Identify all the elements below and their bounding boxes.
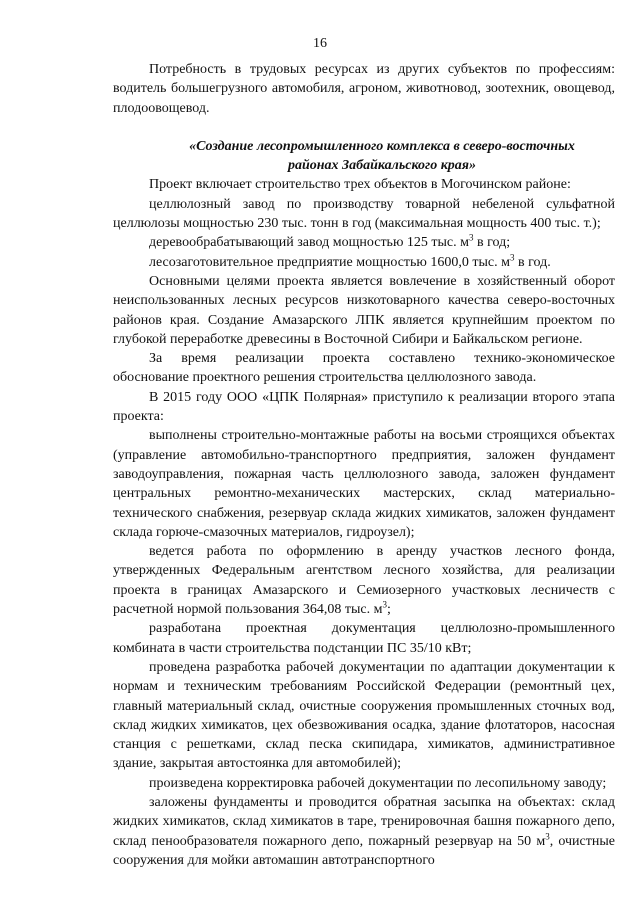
sawmill-paragraph: произведена корректировка рабочей документации по лесопильному заводу; [149, 775, 607, 791]
lease-tail: ; [386, 602, 391, 618]
page-number: 16 [313, 36, 327, 51]
adaptation-paragraph: проведена разработка рабочей документации по адаптации документации к нормам и техническим требованиям Российской Федерации (ремонтный цех, главный материальный склад, очистные сооружения промышленных сточных вод, склад жидких химикатов, цех обезвоживания осадка, здание флотаторов, насосная станция с решетками, склад песка скипидара, химикатов, административное здание, закрытая автостоянка для автомобилей); [113, 659, 615, 772]
feasibility-paragraph: За время реализации проекта составлено технико-экономическое обоснование проектного решения строительства целлюлозного завода. [113, 351, 615, 386]
workforce-paragraph: Потребность в трудовых ресурсах из других субъектов по профессиям: водитель большегрузного автомобиля, агроном, животновод, зоотехник, овощевод, плодоовощевод. [113, 62, 615, 116]
cubic-superscript: 3 [382, 599, 387, 610]
foundations-paragraph [113, 793, 615, 870]
logging-tail: в год. [514, 254, 551, 270]
cubic-superscript: 3 [509, 252, 515, 263]
lease-text: ведется работа по оформлению в аренду участков лесного фонда, утвержденных Федеральным агентством лесного хозяйства, для реализации проекта в границах Амазарского и Семиозерного участковых лесничеств с расчетной нормой пользования 364,08 тыс. м [113, 544, 615, 618]
logging-text: лесозаготовительное предприятие мощностью 1600,0 тыс. м [149, 254, 510, 270]
lease-paragraph [113, 542, 615, 619]
woodworking-paragraph [113, 233, 615, 252]
section-heading-line-1: «Создание лесопромышленного комплекса в северо-восточных [189, 138, 575, 154]
section-heading-line-2: районах Забайкальского края» [287, 158, 477, 174]
substation-paragraph: разработана проектная документация целлюлозно-промышленного комбината в части строительства подстанции ПС 35/10 кВт; [113, 621, 615, 656]
construction-paragraph: выполнены строительно-монтажные работы на восьми строящихся объектах (управление автомобильно-транспортного предприятия, заложен фундамент заводоуправления, пожарная часть целлюлозного завода, заложен фундамент центральных ремонтно-механических мастерских, склад материально-технического снабжения, резервуар склада жидких химикатов, заложен фундамент склада горюче-смазочных материалов, гидроузел); [113, 428, 615, 540]
stage-2015-paragraph: В 2015 году ООО «ЦПК Полярная» приступило к реализации второго этапа проекта: [113, 389, 615, 425]
objects-intro-paragraph: Проект включает строительство трех объектов в Могочинском районе: [149, 177, 571, 193]
foundations-tail: , очистные сооружения для мойки автомашин автотранспортного [113, 833, 615, 868]
document-body [113, 60, 615, 870]
section-heading [113, 137, 615, 176]
foundations-text: заложены фундаменты и проводится обратная засыпка на объектах: склад жидких химикатов, склад химикатов в таре, тренировочная башня пожарного депо, склад пенообразователя пожарного депо, пожарный резервуар на 50 м [113, 794, 615, 849]
pulp-mill-paragraph: целлюлозный завод по производству товарной небеленой сульфатной целлюлозы мощностью 230 тыс. тонн в год (максимальная мощность 400 тыс. т.); [113, 196, 615, 232]
cubic-superscript: 3 [469, 232, 474, 243]
woodworking-tail: в год; [473, 235, 511, 251]
cubic-superscript: 3 [545, 830, 550, 841]
logging-paragraph [113, 253, 615, 272]
woodworking-text: деревообрабатывающий завод мощностью 125 тыс. м [149, 235, 469, 251]
goals-paragraph: Основными целями проекта является вовлечение в хозяйственный оборот неиспользованных лесных ресурсов низкотоварного качества северо-восточных районов края. Создание Амазарского ЛПК является крупнейшим проектом по глубокой переработке древесины в Восточной Сибири и Байкальском регионе. [113, 273, 615, 347]
